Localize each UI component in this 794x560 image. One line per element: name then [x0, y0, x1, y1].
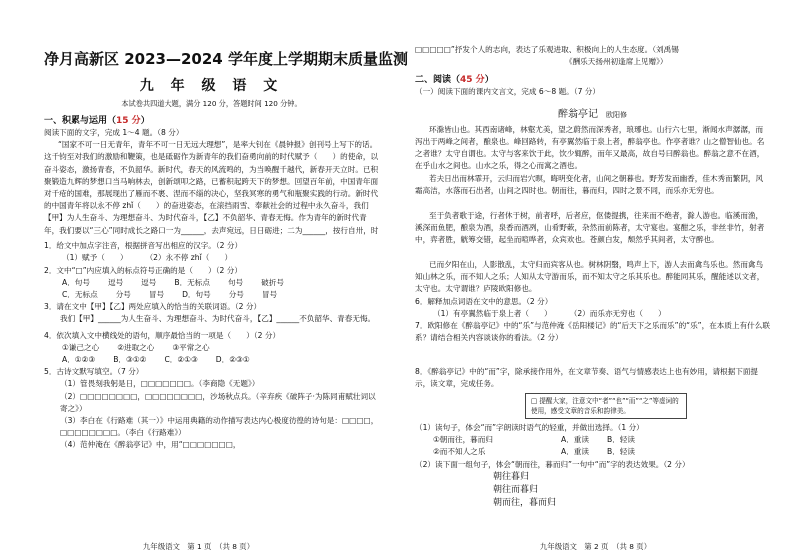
question-2-options-row1: A．句号 逗号 逗号 B．无标点 句号 破折号 — [62, 277, 284, 287]
example-sentence-2: 朝往而暮归 — [493, 484, 539, 495]
passage-1: “国家不可一日无青年，青年不可一日无远大理想”，是率大钊在《晨钟报》创刊号上写下的话。这千钧至对我们的激励和鞭策，也是砥砺作为新青年的我们奋勇向前的时代赋予（ ）的使命，以奋斗姿态，激扬青春，不负韶华。新时代，春天的风流鸣的，为当唤醒千越代，新春开天立时。已积聚锻造九辉的梦想口当马响林去，创新颂叩之路，已蓄积起跨天下的梦想。回望百年前，中国青年面对千疮的国难，那展现出了雁而不裹、涅而不缁的决心，坚我冥寒的勇气和瓶聚实践的行动。新时代的中国青年将以永不停 zhǐ（ ）的奋进姿态，在滚挡雨雪、奉献社会的过程中永久奋斗，我们【甲】为人生奋斗、为理想奋斗、为时代奋斗，【乙】不负韶华、青春无悔。作为青年的新时代青年，我们要以“三心”同时成长之路口一为______，去声宛远，日日砺进；二为______，按行自卅，时 — [44, 140, 379, 235]
question-8: 8．《醉翁亭记》中的“而”字，除承接作用外，在文章节奏、语气与情感表达上也有妙用，请根据下面提示，读文章，完成任务。 — [415, 367, 759, 389]
exam-note: 本试卷共四道大题，满分 120 分，答题时间 120 分钟。 — [121, 99, 302, 108]
essay-para-1: 环滁皆山也。其西南诸峰，林壑尤美，望之蔚然而深秀者，琅琊也。山行六七里，渐闻水声潺潺，而泻出于两峰之间者，酿泉也。峰回路转，有亭翼然临于泉上者，醉翁亭也。作亭者谁？山之僧智仙也。名之者谁？太守自谓也。太守与客来饮于此，饮少辄醉，而年又最高，故自号曰醉翁也。醉翁之意不在酒，在乎山水之间也。山水之乐，得之心而寓之酒也。 — [415, 124, 765, 171]
question-5-2: （2）□□□□□□□□，□□□□□□□□，沙场秋点兵。（辛弃疾《破阵子·为陈同甫赋壮词以寄之》） — [60, 391, 376, 413]
question-5-3: （3）李白在《行路难（其一）》中运用典籍的动作描写表达内心极度彷徨的诗句是：□□□□，□□□□□□□□。（李白《行路难》） — [60, 415, 379, 437]
question-6-parts: （1）有亭翼然临于泉上者（ ） （2）而乐亦无穷也（ ） — [433, 308, 666, 318]
question-4: 4．依次填入文中横线处的语句，顺序最恰当的一项是（ ）（2 分） — [44, 330, 281, 340]
essay-para-3: 至于负者歌于途，行者休于树，前者呼，后者应，伛偻提携，往来而不绝者，滁人游也。临溪而渔，溪深而鱼肥，酿泉为酒，泉香而酒冽，山肴野蔌，杂然而前陈者，太守宴也。宴酣之乐，非丝非竹，射者中，弈者胜，觥筹交错，起坐而喧哗者，众宾欢也。苍颜白发，颓然乎其间者，太守醉也。 — [415, 210, 765, 245]
read-prompt: 阅读下面的文字，完成 1～4 题。（8 分） — [44, 128, 184, 137]
question-1-parts: （1）赋予（ ） （2）永不停 zhǐ（ ） — [62, 253, 233, 263]
page-1-footer: 九年级语文 第 1 页 （共 8 页） — [142, 542, 255, 551]
example-sentence-1: 朝往暮归 — [493, 471, 530, 482]
question-8-1: （1）读句子，体会“而”字朗读时语气的轻重，并做出选择。（1 分） — [415, 423, 644, 433]
essay-para-4: 已而夕阳在山，人影散乱，太守归而宾客从也。树林阴翳，鸣声上下，游人去而禽鸟乐也。然而禽鸟知山林之乐，而不知人之乐；人知从太守游而乐，而不知太守之乐其乐也。醉能同其乐，醒能述以文者，太守也。太守谓谁？庐陵欧阳修也。 — [415, 259, 765, 294]
question-4-items: ①谦己之心 ②进取之心 ③平常之心 — [62, 342, 210, 352]
question-5: 5．古诗文默写填空。（7 分） — [44, 367, 144, 377]
question-5-4: （4）范仲淹在《醉翁亭记》中，用“□□□□□□□， — [60, 439, 241, 449]
essay-para-2: 若夫日出而林霏开，云归而岩穴暝，晦明变化者，山间之朝暮也。野芳发而幽香，佳木秀而繁阴，风霜高洁，水落而石出者，山间之四时也。朝而往，暮而归，四时之景不同，而乐亦无穷也。 — [415, 173, 764, 195]
question-5-1: （1）管畏刻我躬是日，□□□□□□□。（李商隐《无题》） — [60, 379, 260, 389]
q5-continued: □□□□□”抒发个人的志向，表达了乐观进取、积极向上的人生态度。（刘禹锡 — [415, 45, 679, 54]
question-6: 6．解释加点词语在文中的意思。（2 分） — [415, 296, 553, 306]
page-2-footer: 九年级语文 第 2 页 （共 8 页） — [539, 542, 652, 551]
question-2: 2．文中“□”内应填入的标点符号正确的是（ ）（2 分） — [44, 265, 242, 275]
page-2 — [397, 0, 794, 560]
question-2-options-row2: C．无标点 分号 冒号 D．句号 分号 冒号 — [62, 290, 278, 300]
part-1-prompt: （一）阅读下面的课内文言文，完成 6～8 题。（7 分） — [415, 87, 600, 97]
q5-continued-source: 《酬乐天扬州初逢席上见赠》） — [565, 57, 668, 67]
tip-box: □ 提醒大家，注意文中“者”“也”“而”“之”等虚词的使用，感受文章的音乐和韵律美。 — [525, 393, 687, 419]
subject-title: 九 年 级 语 文 — [139, 78, 284, 94]
question-7: 7．欧阳修在《醉翁亭记》中的“乐”与范仲淹《岳阳楼记》的“后天下之乐而乐”的“乐”，在本质上有什么联系？请结合相关内容谈谈你的看法。（2 分） — [415, 321, 770, 343]
question-8-1-a: ①朝而往，暮而归 A．重读 B．轻读 — [433, 435, 635, 445]
question-8-1-b: ②而不知人之乐 A．重读 B．轻读 — [433, 447, 635, 457]
example-sentence-3: 朝而往，暮而归 — [493, 497, 557, 508]
question-1: 1．给文中加点字注音，根据拼音写出相应的汉字。（2 分） — [44, 241, 243, 251]
section-1-heading: 一、积累与运用（15 分） — [44, 116, 150, 126]
question-8-2: （2）读下面一组句子，体会“朝而往，暮而归”一句中“而”字的表达效果。（2 分） — [415, 459, 690, 469]
question-3-line: 我们【甲】______为人生奋斗、为理想奋斗、为时代奋斗，【乙】______不负韶华、青春无悔。 — [60, 314, 376, 324]
section-2-heading: 二、阅读（45 分） — [415, 75, 494, 86]
question-3: 3．请在文中【甲】【乙】两处应填入的恰当的关联词语。（2 分） — [44, 302, 262, 312]
question-4-options: A．①②③ B．③①② C．②①③ D．②③① — [62, 355, 250, 365]
essay-title: 醉翁亭记 欧阳修 — [558, 108, 627, 120]
exam-title: 净月高新区 2023—2024 学年度上学期期末质量监测 — [44, 50, 408, 68]
